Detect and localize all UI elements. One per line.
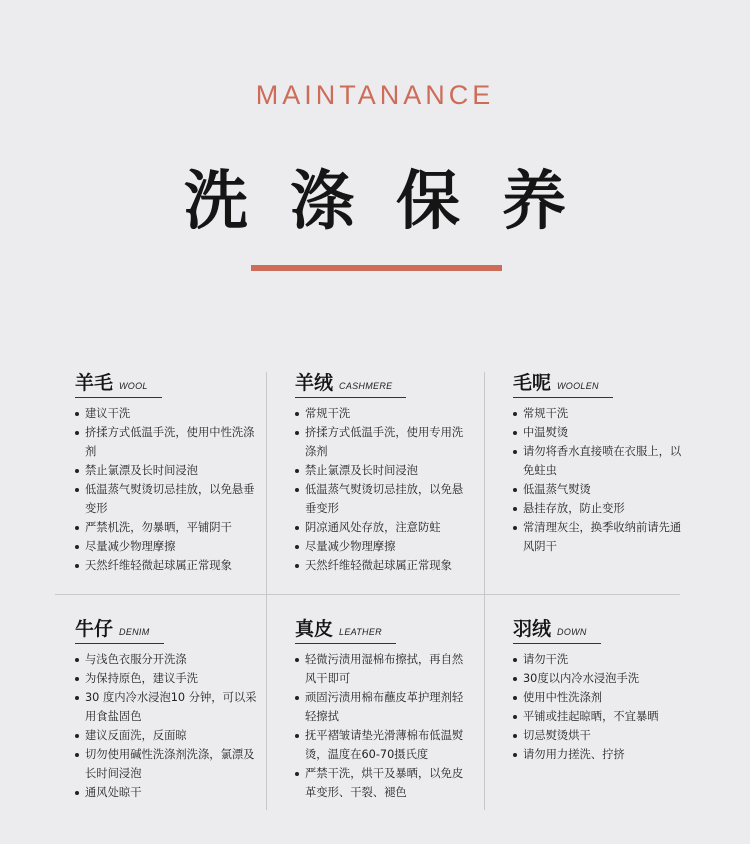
care-list [513, 404, 685, 556]
list-item: 天然纤维轻微起球属正常现象 [75, 556, 265, 575]
care-list [295, 650, 465, 802]
section-name-en: WOOL [119, 381, 148, 391]
list-item: 中温熨烫 [513, 423, 685, 442]
section-heading [513, 368, 613, 398]
section-name-cn: 羊毛 [75, 372, 114, 394]
list-item: 禁止氯漂及长时间浸泡 [75, 461, 265, 480]
list-item: 严禁干洗，烘干及暴晒，以免皮革变形、干裂、褪色 [295, 764, 465, 802]
list-item: 与浅色衣服分开洗涤 [75, 650, 265, 669]
list-item: 常规干洗 [295, 404, 465, 423]
page-title: 洗涤保养 [184, 165, 608, 239]
column-divider [484, 372, 485, 810]
section-name-en: CASHMERE [339, 381, 393, 391]
list-item: 常规干洗 [513, 404, 685, 423]
section-heading [513, 614, 601, 644]
section-name-cn: 羽绒 [513, 618, 552, 640]
list-item: 切勿使用碱性洗涤剂洗涤，氯漂及长时间浸泡 [75, 745, 265, 783]
list-item: 请勿干洗 [513, 650, 685, 669]
list-item: 禁止氯漂及长时间浸泡 [295, 461, 465, 480]
care-section-down [513, 614, 685, 764]
list-item: 天然纤维轻微起球属正常现象 [295, 556, 465, 575]
list-item: 为保持原色，建议手洗 [75, 669, 265, 688]
section-heading [75, 368, 162, 398]
care-list [75, 404, 265, 575]
list-item: 尽量减少物理摩擦 [75, 537, 265, 556]
care-section-cashmere [295, 368, 465, 575]
list-item: 挤揉方式低温手洗，使用中性洗涤剂 [75, 423, 265, 461]
list-item: 请勿将香水直接喷在衣服上，以免蛀虫 [513, 442, 685, 480]
list-item: 尽量减少物理摩擦 [295, 537, 465, 556]
list-item: 常清理灰尘，换季收纳前请先通风阴干 [513, 518, 685, 556]
section-name-cn: 牛仔 [75, 618, 114, 640]
care-grid [55, 362, 705, 812]
section-name-cn: 毛呢 [513, 372, 552, 394]
section-subtitle: MAINTANANCE [255, 80, 495, 110]
list-item: 使用中性洗涤剂 [513, 688, 685, 707]
list-item: 严禁机洗，勿暴晒，平铺阴干 [75, 518, 265, 537]
section-name-cn: 羊绒 [295, 372, 334, 394]
section-name-en: LEATHER [339, 627, 382, 637]
section-heading [295, 614, 396, 644]
list-item: 低温蒸气熨烫切忌挂放，以免悬垂变形 [75, 480, 265, 518]
section-name-cn: 真皮 [295, 618, 334, 640]
list-item: 低温蒸气熨烫 [513, 480, 685, 499]
list-item: 阴凉通风处存放，注意防蛀 [295, 518, 465, 537]
list-item: 低温蒸气熨烫切忌挂放，以免悬垂变形 [295, 480, 465, 518]
list-item: 30 度内冷水浸泡10 分钟，可以采用食盐固色 [75, 688, 265, 726]
list-item: 建议反面洗，反面晾 [75, 726, 265, 745]
list-item: 请勿用力搓洗、拧挤 [513, 745, 685, 764]
care-section-wool [75, 368, 265, 575]
section-name-en: DOWN [557, 627, 587, 637]
row-divider [55, 594, 680, 595]
list-item: 挤揉方式低温手洗，使用专用洗涤剂 [295, 423, 465, 461]
care-list [75, 650, 265, 802]
list-item: 切忌熨烫烘干 [513, 726, 685, 745]
list-item: 平铺或挂起晾晒，不宜暴晒 [513, 707, 685, 726]
list-item: 悬挂存放，防止变形 [513, 499, 685, 518]
title-underline [251, 265, 502, 271]
care-section-woolen [513, 368, 685, 556]
list-item: 建议干洗 [75, 404, 265, 423]
list-item: 30度以内冷水浸泡手洗 [513, 669, 685, 688]
list-item: 轻微污渍用湿棉布擦拭，再自然风干即可 [295, 650, 465, 688]
section-heading [75, 614, 164, 644]
care-section-denim [75, 614, 265, 802]
section-name-en: DENIM [119, 627, 150, 637]
care-section-leather [295, 614, 465, 802]
column-divider [266, 372, 267, 810]
list-item: 通风处晾干 [75, 783, 265, 802]
section-name-en: WOOLEN [557, 381, 599, 391]
list-item: 顽固污渍用棉布蘸皮革护理剂轻轻擦拭 [295, 688, 465, 726]
list-item: 抚平褶皱请垫光滑薄棉布低温熨烫，温度在60-70摄氏度 [295, 726, 465, 764]
section-heading [295, 368, 406, 398]
care-list [513, 650, 685, 764]
care-list [295, 404, 465, 575]
